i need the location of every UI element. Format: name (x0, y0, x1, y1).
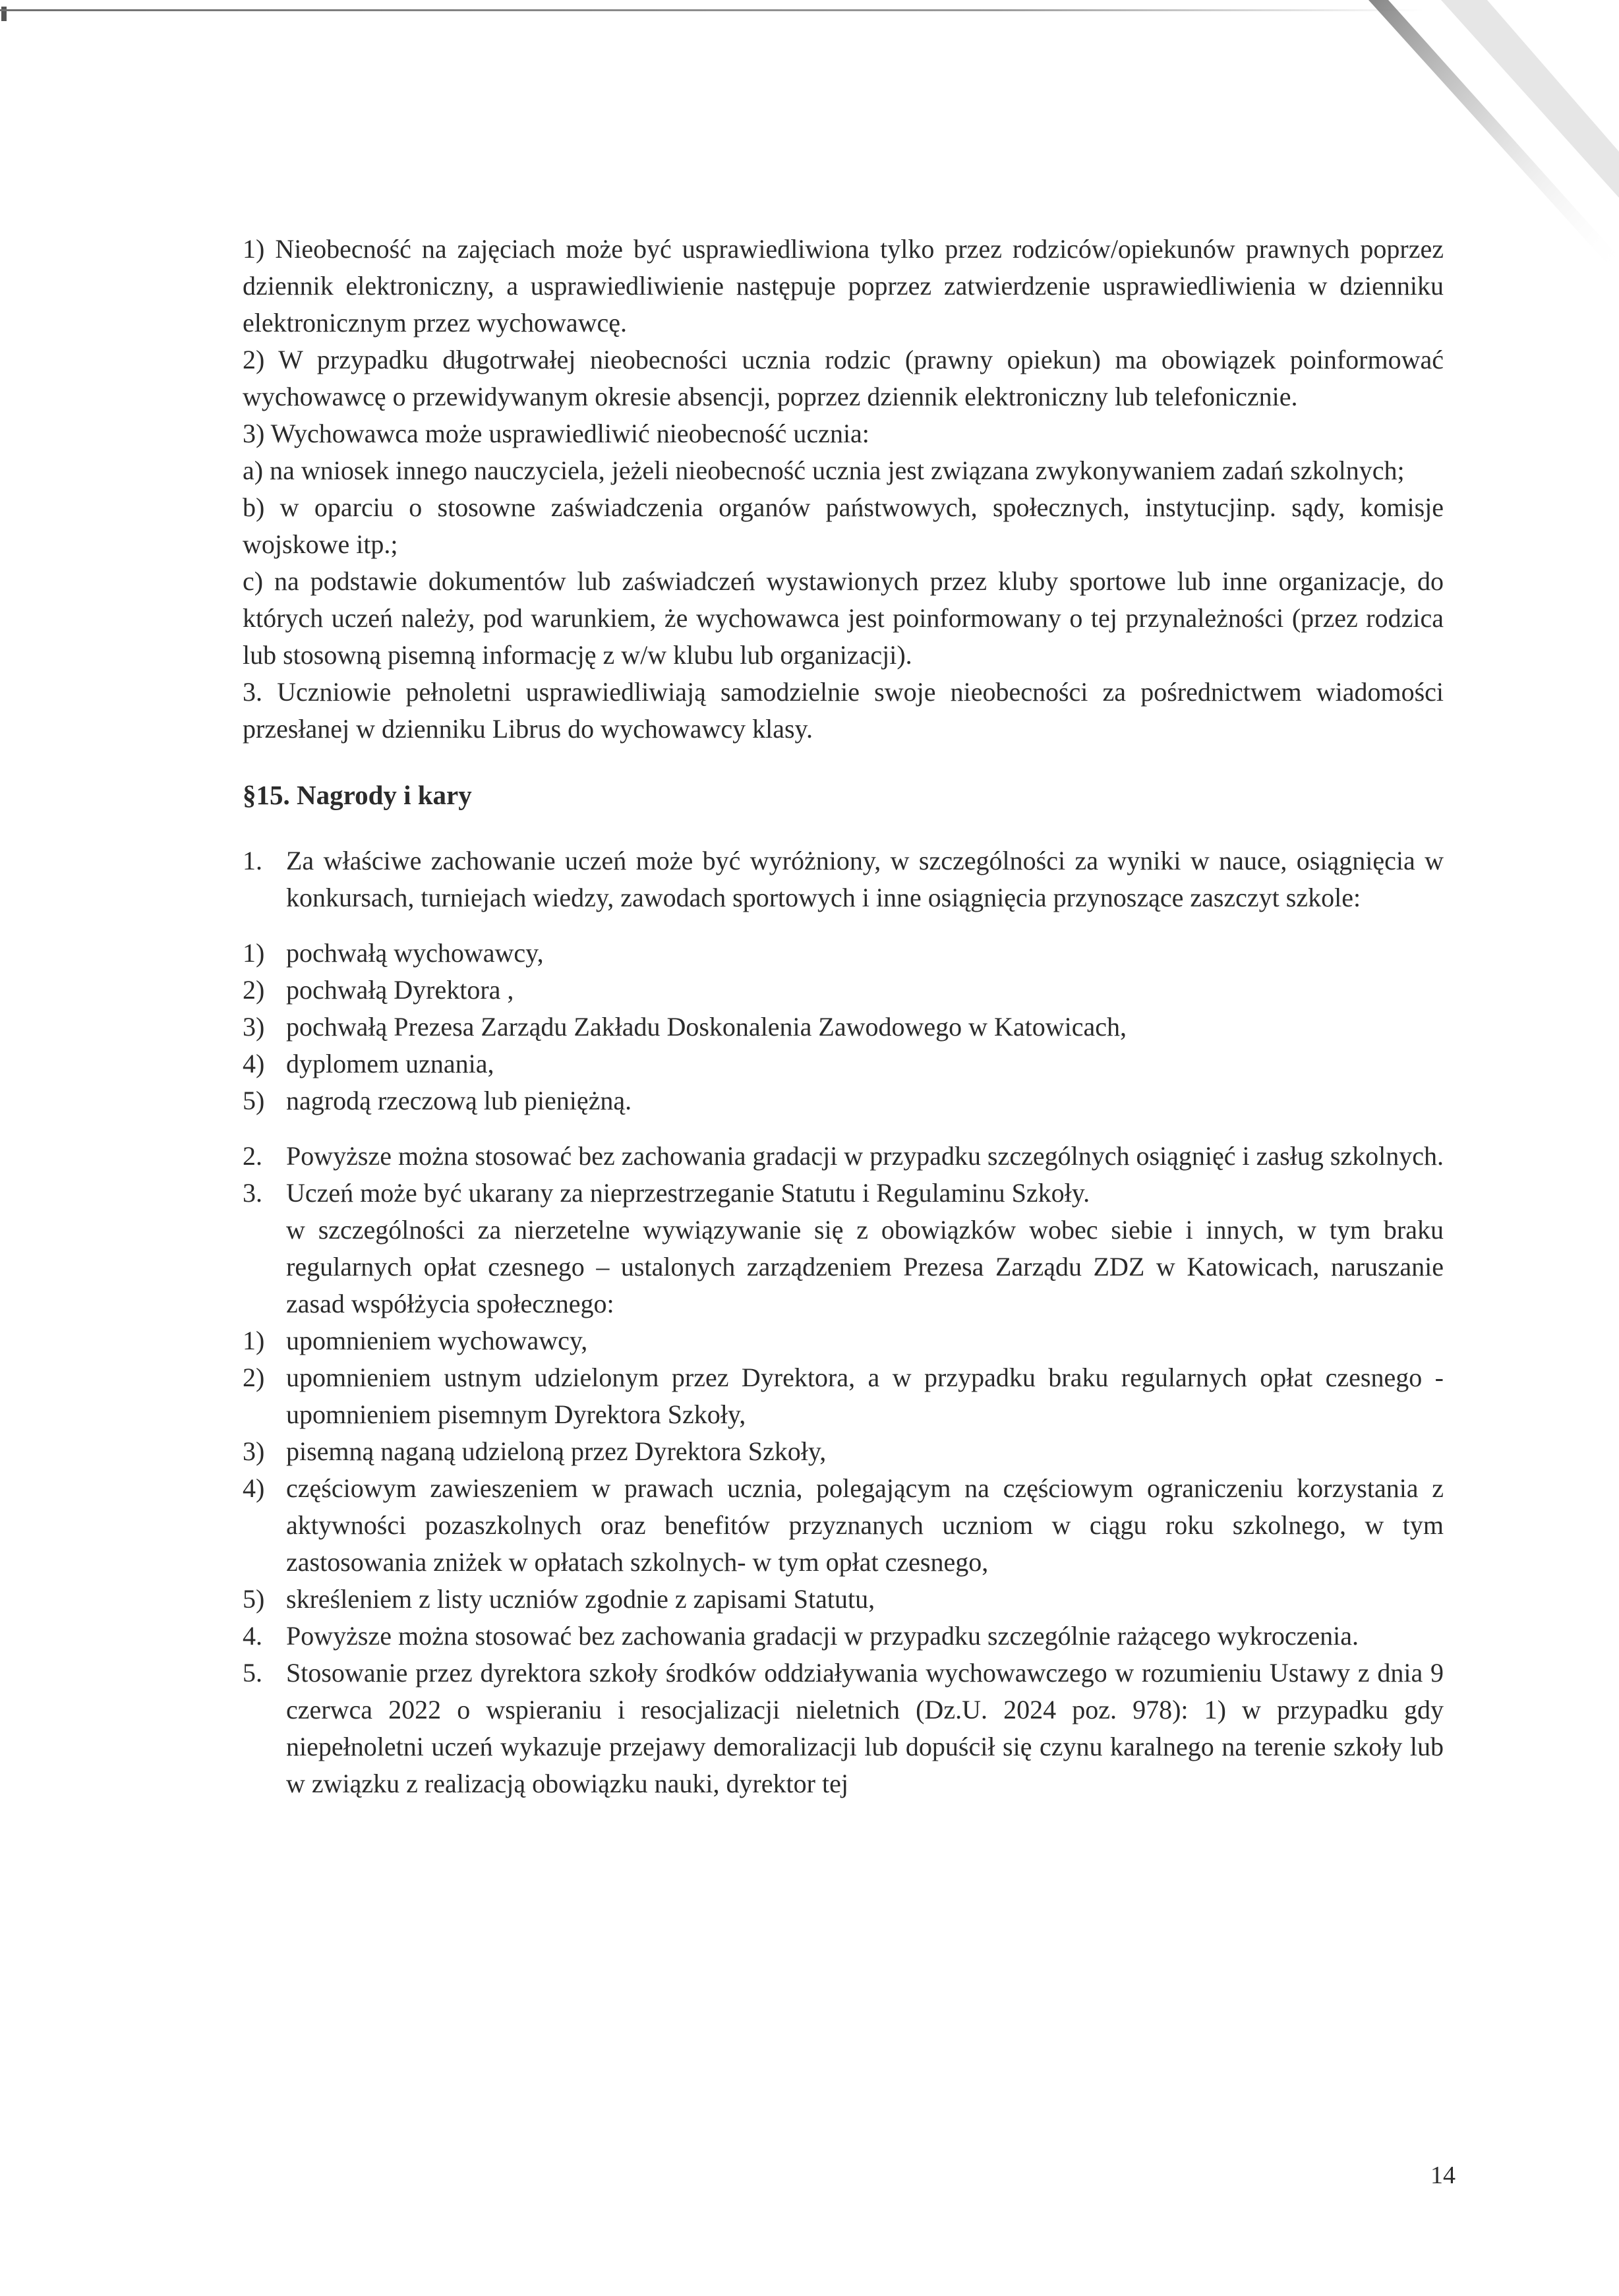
document-body (243, 231, 1444, 1802)
list-item-number: 3) (243, 1436, 265, 1466)
paragraph-3-continuation: w szczególności za nierzetelne wywiązywanie się z obowiązków wobec siebie i innych, w tym braku regularnych opłat czesnego – ustalonych zarządzeniem Prezesa Zarządu ZDZ w Katowicach, naruszanie zasad współżycia społecznego: (286, 1215, 1444, 1318)
section-heading: §15. Nagrody i kary (243, 780, 472, 810)
intro-paragraph-7: 3. Uczniowie pełnoletni usprawiedliwiają samodzielnie swoje nieobecności za pośrednictwem wiadomości przesłanej w dzienniku Librus do wychowawcy klasy. (243, 677, 1444, 744)
paragraph-text: Za właściwe zachowanie uczeń może być wyróżniony, w szczególności za wyniki w nauce, osiągnięcia w konkursach, turniejach wiedzy, zawodach sportowych i inne osiągnięcia przynoszące zaszczyt szkole: (286, 846, 1444, 912)
list-item-number: 3) (243, 1012, 265, 1042)
list-item (243, 1581, 1444, 1618)
awards-list (243, 935, 1444, 1119)
paragraph-5 (243, 1655, 1444, 1802)
penalties-list (243, 1322, 1444, 1618)
list-item-number: 4) (243, 1473, 265, 1503)
paragraph-number: 2. (243, 1141, 262, 1171)
list-item-text: pochwałą Dyrektora , (286, 975, 514, 1005)
list-item-number: 1) (243, 938, 265, 968)
intro-paragraph-1: 1) Nieobecność na zajęciach może być usprawiedliwiona tylko przez rodziców/opiekunów prawnych poprzez dziennik elektroniczny, a usprawiedliwienie następuje poprzez zatwierdzenie usprawiedliwienia w dzienniku elektronicznym przez wychowawcę. (243, 234, 1444, 338)
list-item-text: upomnieniem wychowawcy, (286, 1326, 588, 1355)
list-item (243, 1009, 1444, 1045)
paragraph-text: Powyższe można stosować bez zachowania gradacji w przypadku szczególnych osiągnięć i zasług szkolnych. (286, 1141, 1444, 1171)
list-item-number: 2) (243, 1363, 265, 1392)
scan-edge-line (0, 9, 1424, 11)
list-item-text: nagrodą rzeczową lub pieniężną. (286, 1086, 632, 1115)
paragraph-4 (243, 1618, 1444, 1655)
paragraph-number: 4. (243, 1621, 262, 1651)
list-item (243, 1433, 1444, 1470)
list-item (243, 1045, 1444, 1082)
paragraph-text: Stosowanie przez dyrektora szkoły środków oddziaływania wychowawczego w rozumieniu Ustawy z dnia 9 czerwca 2022 o wspieraniu i resocjalizacji nieletnich (Dz.U. 2024 poz. 978): 1) w przypadku gdy niepełnoletni uczeń wykazuje przejawy demoralizacji lub dopuścił się czynu karalnego na terenie szkoły lub w związku z realizacją obowiązku nauki, dyrektor tej (286, 1658, 1444, 1798)
list-item-text: upomnieniem ustnym udzielonym przez Dyrektora, a w przypadku braku regularnych opłat czesnego - upomnieniem pisemnym Dyrektora Szkoły, (286, 1363, 1444, 1429)
intro-paragraph-2: 2) W przypadku długotrwałej nieobecności ucznia rodzic (prawny opiekun) ma obowiązek poinformować wychowawcę o przewidywanym okresie absencji, poprzez dziennik elektroniczny lub telefonicznie. (243, 345, 1444, 411)
list-item-number: 5) (243, 1086, 265, 1115)
list-item-text: częściowym zawieszeniem w prawach ucznia, polegającym na częściowym ograniczeniu korzystania z aktywności pozaszkolnych oraz benefitów przyznanych uczniom w ciągu roku szkolnego, w tym zastosowania zniżek w opłatach szkolnych- w tym opłat czesnego, (286, 1473, 1444, 1577)
list-item (243, 1470, 1444, 1581)
paragraph-1 (243, 842, 1444, 916)
list-item-text: skreśleniem z listy uczniów zgodnie z zapisami Statutu, (286, 1584, 875, 1614)
paragraph-number: 1. (243, 846, 262, 875)
paragraph-number: 3. (243, 1178, 262, 1208)
page-number: 14 (1430, 2162, 1456, 2189)
intro-paragraph-4: a) na wniosek innego nauczyciela, jeżeli nieobecność ucznia jest związana zwykonywaniem zadań szkolnych; (243, 456, 1405, 485)
list-item-number: 2) (243, 975, 265, 1005)
list-item-text: pisemną naganą udzieloną przez Dyrektora Szkoły, (286, 1436, 827, 1466)
paragraph-number: 5. (243, 1658, 262, 1688)
list-item (243, 935, 1444, 972)
list-item (243, 1359, 1444, 1433)
paragraph-2 (243, 1138, 1444, 1175)
list-item-number: 4) (243, 1049, 265, 1078)
intro-paragraph-5: b) w oparciu o stosowne zaświadczenia organów państwowych, społecznych, instytucjinp. sądy, komisje wojskowe itp.; (243, 492, 1444, 559)
list-item (243, 1082, 1444, 1119)
paragraph-3 (243, 1175, 1444, 1212)
paragraph-text: Uczeń może być ukarany za nieprzestrzeganie Statutu i Regulaminu Szkoły. (286, 1178, 1090, 1208)
list-item-number: 1) (243, 1326, 265, 1355)
intro-paragraph-3: 3) Wychowawca może usprawiedliwić nieobecność ucznia: (243, 419, 869, 448)
list-item (243, 1322, 1444, 1359)
list-item-number: 5) (243, 1584, 265, 1614)
intro-paragraph-6: c) na podstawie dokumentów lub zaświadczeń wystawionych przez kluby sportowe lub inne organizacje, do których uczeń należy, pod warunkiem, że wychowawca jest poinformowany o tej przynależności (przez rodzica lub stosowną pisemną informację z w/w klubu lub organizacji). (243, 566, 1444, 670)
list-item-text: dyplomem uznania, (286, 1049, 494, 1078)
list-item-text: pochwałą wychowawcy, (286, 938, 544, 968)
list-item (243, 972, 1444, 1009)
paragraph-text: Powyższe można stosować bez zachowania gradacji w przypadku szczególnie rażącego wykroczenia. (286, 1621, 1359, 1651)
list-item-text: pochwałą Prezesa Zarządu Zakładu Doskonalenia Zawodowego w Katowicach, (286, 1012, 1127, 1042)
